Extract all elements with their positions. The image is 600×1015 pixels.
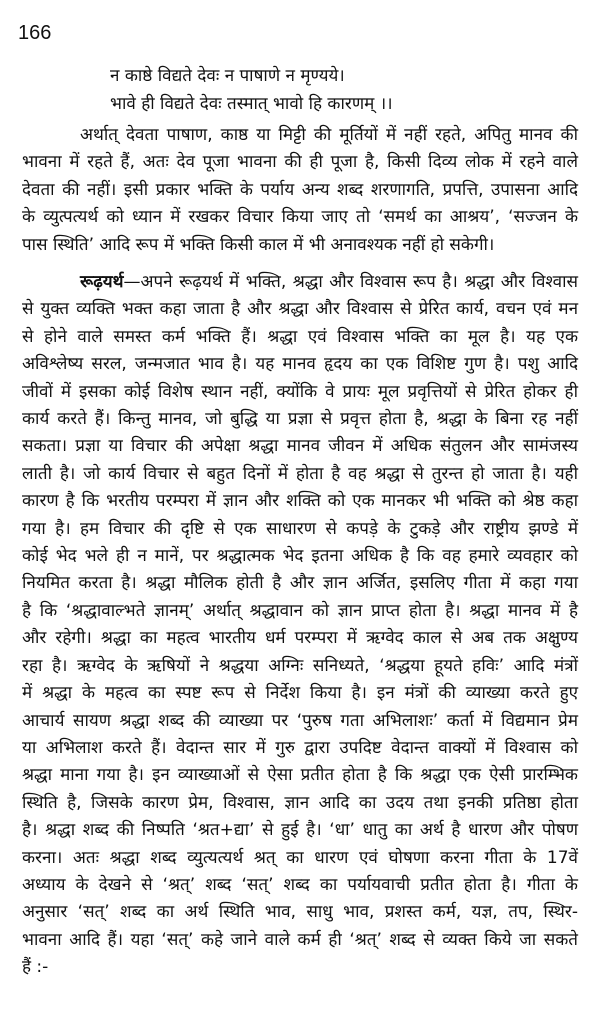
paragraph-line: भावना में रहते हैं, अतः देव पूजा भावना की ही पूजा है, किसी दिव्य लोक में रहने वाले [22,152,578,173]
heading-continuation: —अपने रूढ़यर्थ में भक्ति, श्रद्धा और विश्वास रूप है। श्रद्धा और विश्वास [123,272,578,292]
paragraph-line: अर्थात् देवता पाषाण, काष्ठ या मिट्टी की मूर्तियों में नहीं रहते, अपितु मानव की [80,125,578,145]
paragraph-line: गया है। हम विचार की दृष्टि से एक साधारण से कपड़े के टुकड़े और राष्ट्रीय झण्डे में [22,518,578,539]
paragraph-line: है। श्रद्धा शब्द की निष्पति ‘श्रत+द्या’ से हुई है। ‘धा’ धातु का अर्थ है धारण और पोषण [22,820,578,841]
paragraph-line: या अभिलाश करते हैं। वेदान्त सार में गुरु द्वारा उपदिष्ट वेदान्त वाक्यों में विश्वास को [22,737,578,758]
verse-line: भावे ही विद्यते देवः तस्मात् भावो हि कारणम् ।। [110,94,393,114]
paragraph-line: अध्याय के देखने से ‘श्रत्’ शब्द ‘सत्’ शब्द का पर्यायवाची प्रतीत होता है। गीता के [22,874,578,895]
paragraph-line: आचार्य सायण श्रद्धा शब्द की व्याख्या पर ‘पुरुष गता अभिलाशः’ कर्ता में विद्यमान प्रेम [22,710,578,731]
paragraph-line: और रहेगी। श्रद्धा का महत्व भारतीय धर्म परम्परा में ऋग्वेद काल से अब तक अक्षुण्य [22,628,578,649]
paragraph-line [22,269,578,296]
paragraph-line: कोई भेद भले ही न मानें, पर श्रद्धात्मक भेद इतना अधिक है कि वह हमारे व्यवहार को [22,546,578,567]
paragraph-line: देवता की नहीं। इसी प्रकार भक्ति के पर्याय अन्य शब्द शरणागति, प्रपत्ति, उपासना आदि [22,179,578,200]
paragraph-line: पास स्थिति’ आदि रूप में भक्ति किसी काल में भी अनावश्यक नहीं हो सकेगी। [22,234,495,255]
sanskrit-verse [110,62,393,118]
paragraph-line: से युक्त व्यक्ति भक्त कहा जाता है और श्रद्धा और विश्वास से प्रेरित कार्य, वचन एवं मन [22,299,578,320]
paragraph-line: स्थिति है, जिसके कारण प्रेम, विश्वास, ज्ञान आदि का उदय तथा इनकी प्रतिष्ठा होता [22,792,578,813]
paragraph-line: लाती है। जो कार्य विचार से बहुत दिनों में होता है वह श्रद्धा से तुरन्त हो जाता है। यही [22,463,578,484]
paragraph-1 [22,122,578,259]
verse-line: न काष्ठे विद्यते देवः न पाषाणे न मृण्यये। [110,66,345,86]
paragraph-heading: रूढ़यर्थ [80,272,124,292]
paragraph-line: है कि ‘श्रद्धावाल्भते ज्ञानम्’ अर्थात् श्रद्धावान को ज्ञान प्राप्त होता है। श्रद्धा मानव में है [22,600,578,621]
paragraph-line: सकता। प्रज्ञा या विचार की अपेक्षा श्रद्धा मानव जीवन में अधिक संतुलन और सामंजस्य [22,436,578,457]
paragraph-line: भावना आदि हैं। यहा ‘सत्’ कहे जाने वाले कर्म ही ‘श्रत्’ शब्द से व्यक्त किये जा सकते [22,929,578,950]
paragraph-line: नियमित करता है। श्रद्धा मौलिक होती है और ज्ञान अर्जित, इसलिए गीता में कहा गया [22,573,578,594]
paragraph-line: रहा है। ऋग्वेद के ऋषियों ने श्रद्धया अग्निः सनिध्यते, ‘श्रद्धया हूयते हविः’ आदि मंत्रों [22,655,578,676]
paragraph-line: अविश्लेष्य सरल, जन्मजात भाव है। यह मानव हृदय का एक विशिष्ट गुण है। पशु आदि [22,354,578,375]
paragraph-line: के व्युत्पत्यर्थ को ध्यान में रखकर विचार किया जाए तो ‘समर्थ का आश्रय’, ‘सज्जन के [22,207,578,228]
paragraph-line: में श्रद्धा के महत्व का स्पष्ट रूप से निर्देश किया है। इन मंत्रों की व्याख्या करते हुए [22,683,578,704]
paragraph-line: श्रद्धा माना गया है। इन व्याख्याओं से ऐसा प्रतीत होता है कि श्रद्धा एक ऐसी प्रारम्भिक [22,765,578,786]
paragraph-line: कार्य करते हैं। किन्तु मानव, जो बुद्धि या प्रज्ञा से प्रवृत्त होता है, श्रद्धा के बिना रह नहीं [22,409,578,430]
paragraph-line: करना। अतः श्रद्धा शब्द व्युत्यत्यर्थ श्रत् का धारण एवं घोषणा करना गीता के 17वें [22,847,578,868]
paragraph-2 [22,269,578,982]
page-number: 166 [18,22,52,44]
paragraph-line: जीवों में इसका कोई विशेष स्थान नहीं, क्योंकि वे प्रायः मूल प्रवृत्तियों से प्रेरित होकर ही [22,381,578,402]
paragraph-line: से होने वाले समस्त कर्म भक्ति हैं। श्रद्धा एवं विश्वास भक्ति का मूल है। यह एक [22,326,578,347]
paragraph-line: अनुसार ‘सत्’ शब्द का अर्थ स्थिति भाव, साधु भाव, प्रशस्त कर्म, यज्ञ, तप, स्थिर- [22,902,578,923]
paragraph-line: हैं :- [22,957,49,978]
paragraph-line: कारण है कि भरतीय परम्परा में ज्ञान और शक्ति को एक मानकर भी भक्ति को श्रेष्ठ कहा [22,491,578,512]
